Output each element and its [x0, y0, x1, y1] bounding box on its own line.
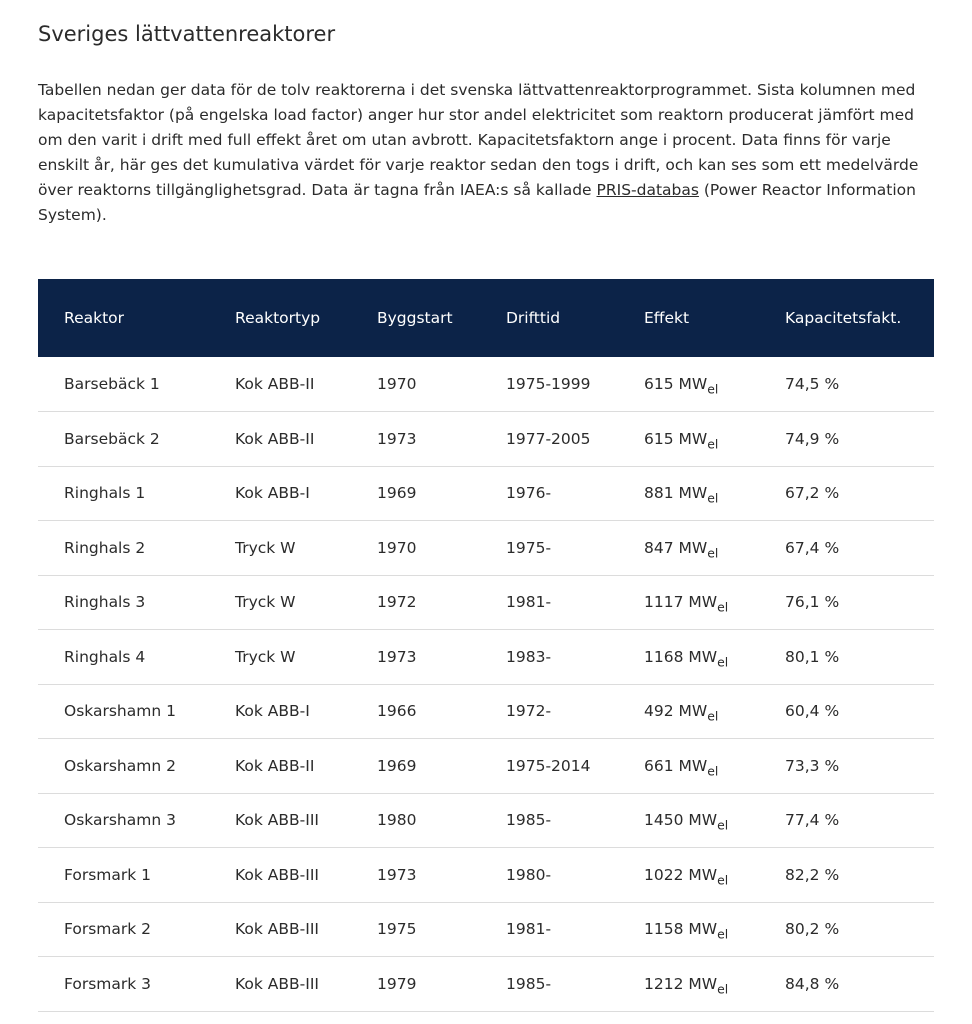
unit-subscript: el	[707, 545, 719, 561]
cell-reaktortyp	[235, 521, 377, 576]
cell-reaktor-value: Oskarshamn 1	[64, 702, 176, 721]
page-title: Sveriges lättvattenreaktorer	[38, 22, 336, 46]
cell-drifttid-value: 1981-	[506, 920, 552, 939]
cell-reaktortyp-value: Kok ABB-II	[235, 375, 315, 393]
cell-drifttid-value: 1972-	[506, 702, 552, 721]
intro-paragraph	[38, 78, 932, 228]
cell-byggstart	[377, 630, 506, 685]
cell-reaktor	[38, 684, 235, 739]
cell-drifttid-value: 1976-	[506, 484, 552, 503]
cell-reaktor-value: Forsmark 1	[64, 865, 152, 884]
cell-effekt-value: 1022 MW	[644, 865, 718, 884]
cell-drifttid-value: 1983-	[506, 647, 552, 666]
cell-drifttid-value: 1975-	[506, 538, 552, 557]
cell-byggstart-value: 1966	[377, 702, 417, 721]
cell-kapacitetsfaktor	[785, 793, 934, 848]
cell-reaktor	[38, 902, 235, 957]
cell-drifttid-value: 1975-2014	[506, 756, 591, 775]
cell-reaktortyp	[235, 848, 377, 903]
table-row	[38, 466, 934, 521]
cell-kapacitetsfaktor	[785, 466, 934, 521]
cell-effekt-value: 847 MW	[644, 538, 708, 557]
cell-byggstart-value: 1973	[377, 865, 417, 884]
cell-byggstart-value: 1980	[377, 811, 417, 830]
cell-reaktortyp	[235, 412, 377, 467]
cell-reaktor	[38, 357, 235, 412]
cell-byggstart	[377, 739, 506, 794]
cell-kapacitetsfaktor-value: 74,9 %	[785, 429, 840, 448]
cell-drifttid	[506, 902, 644, 957]
table-row	[38, 357, 934, 412]
table-header	[38, 279, 934, 357]
cell-drifttid	[506, 848, 644, 903]
cell-reaktortyp	[235, 957, 377, 1012]
cell-effekt-value: 1168 MW	[644, 647, 718, 666]
cell-byggstart	[377, 357, 506, 412]
cell-reaktor	[38, 412, 235, 467]
cell-reaktor	[38, 793, 235, 848]
cell-reaktor	[38, 521, 235, 576]
cell-byggstart	[377, 412, 506, 467]
cell-reaktor-value: Barsebäck 2	[64, 429, 160, 448]
cell-reaktortyp-value: Tryck W	[235, 593, 296, 612]
cell-byggstart-value: 1975	[377, 920, 417, 939]
cell-byggstart-value: 1970	[377, 538, 417, 557]
cell-effekt	[644, 412, 785, 467]
cell-effekt	[644, 793, 785, 848]
cell-byggstart-value: 1973	[377, 647, 417, 666]
cell-effekt	[644, 357, 785, 412]
cell-effekt-value: 615 MW	[644, 375, 708, 393]
cell-kapacitetsfaktor-value: 80,1 %	[785, 647, 840, 666]
column-header-kapacitetsfaktor: Kapacitetsfakt.	[785, 309, 902, 327]
table-row	[38, 684, 934, 739]
cell-reaktortyp-value: Tryck W	[235, 647, 296, 666]
cell-reaktor-value: Ringhals 2	[64, 538, 146, 557]
cell-reaktortyp-value: Kok ABB-III	[235, 811, 319, 830]
cell-drifttid	[506, 466, 644, 521]
column-header-effekt: Effekt	[644, 309, 690, 327]
cell-kapacitetsfaktor-value: 77,4 %	[785, 811, 840, 830]
cell-reaktor	[38, 957, 235, 1012]
unit-subscript: el	[707, 763, 719, 779]
cell-kapacitetsfaktor-value: 80,2 %	[785, 920, 840, 939]
cell-effekt-value: 1212 MW	[644, 974, 718, 993]
cell-reaktortyp	[235, 739, 377, 794]
unit-subscript: el	[717, 654, 729, 670]
cell-reaktortyp-value: Kok ABB-III	[235, 865, 319, 884]
cell-kapacitetsfaktor-value: 67,2 %	[785, 484, 840, 503]
cell-reaktortyp-value: Tryck W	[235, 538, 296, 557]
cell-kapacitetsfaktor-value: 82,2 %	[785, 865, 840, 884]
cell-reaktortyp-value: Kok ABB-III	[235, 974, 319, 993]
cell-drifttid	[506, 739, 644, 794]
cell-kapacitetsfaktor	[785, 684, 934, 739]
cell-byggstart	[377, 684, 506, 739]
cell-effekt-value: 1450 MW	[644, 811, 718, 830]
cell-effekt-value: 881 MW	[644, 484, 708, 503]
pris-database-link[interactable]: PRIS-databas	[596, 181, 699, 199]
cell-byggstart-value: 1969	[377, 484, 417, 503]
cell-kapacitetsfaktor	[785, 521, 934, 576]
cell-effekt	[644, 630, 785, 685]
cell-effekt	[644, 739, 785, 794]
cell-drifttid-value: 1975-1999	[506, 375, 591, 393]
cell-drifttid-value: 1981-	[506, 593, 552, 612]
cell-reaktortyp-value: Kok ABB-I	[235, 484, 310, 503]
cell-effekt	[644, 848, 785, 903]
cell-kapacitetsfaktor-value: 67,4 %	[785, 538, 840, 557]
unit-subscript: el	[707, 436, 719, 452]
unit-subscript: el	[717, 872, 729, 888]
column-header-reaktor: Reaktor	[64, 309, 125, 327]
cell-reaktortyp	[235, 793, 377, 848]
intro-text: Tabellen nedan ger data för de tolv reaktorerna i det svenska lättvattenreaktorprogrammet. Sista kolumnen med kapacitetsfaktor (på engelska load factor) anger hur stor andel elektricitet som reaktorn producerat jämfört med om den varit i drift med full effekt året om utan avbrott. Kapacitetsfaktorn ange i procent. Data finns för varje enskilt år, här ges det kumulativa värdet för varje reaktor sedan den togs i drift, och kan ses som ett medelvärde över reaktorns tillgänglighetsgrad. Data är tagna från IAEA:s så kallade	[38, 81, 919, 199]
cell-byggstart	[377, 848, 506, 903]
cell-drifttid-value: 1985-	[506, 811, 552, 830]
cell-byggstart	[377, 521, 506, 576]
cell-kapacitetsfaktor	[785, 630, 934, 685]
cell-drifttid	[506, 521, 644, 576]
cell-kapacitetsfaktor	[785, 575, 934, 630]
cell-effekt	[644, 684, 785, 739]
cell-effekt	[644, 466, 785, 521]
cell-effekt	[644, 575, 785, 630]
column-header-drifttid: Drifttid	[506, 309, 561, 327]
cell-drifttid	[506, 957, 644, 1012]
cell-byggstart-value: 1970	[377, 375, 417, 393]
cell-kapacitetsfaktor-value: 73,3 %	[785, 756, 840, 775]
cell-drifttid-value: 1985-	[506, 974, 552, 993]
cell-byggstart-value: 1973	[377, 429, 417, 448]
cell-drifttid	[506, 793, 644, 848]
column-header-byggstart: Byggstart	[377, 309, 453, 327]
table-row	[38, 793, 934, 848]
cell-reaktor-value: Forsmark 3	[64, 974, 152, 993]
cell-reaktor-value: Oskarshamn 2	[64, 756, 176, 775]
unit-subscript: el	[717, 817, 729, 833]
cell-effekt	[644, 902, 785, 957]
cell-drifttid	[506, 357, 644, 412]
intro-text-end: (Power Reactor Information System).	[38, 181, 916, 224]
cell-kapacitetsfaktor-value: 76,1 %	[785, 593, 840, 612]
cell-reaktor	[38, 575, 235, 630]
cell-drifttid	[506, 412, 644, 467]
cell-kapacitetsfaktor-value: 84,8 %	[785, 974, 840, 993]
table-header-row	[38, 279, 934, 357]
cell-byggstart	[377, 575, 506, 630]
cell-reaktor-value: Barsebäck 1	[64, 375, 160, 393]
cell-reaktortyp	[235, 466, 377, 521]
cell-effekt-value: 1117 MW	[644, 593, 718, 612]
cell-reaktortyp-value: Kok ABB-III	[235, 920, 319, 939]
cell-kapacitetsfaktor	[785, 902, 934, 957]
cell-reaktor	[38, 739, 235, 794]
unit-subscript: el	[707, 708, 719, 724]
cell-kapacitetsfaktor	[785, 848, 934, 903]
cell-effekt	[644, 521, 785, 576]
cell-reaktor-value: Forsmark 2	[64, 920, 152, 939]
cell-reaktortyp	[235, 630, 377, 685]
cell-reaktor	[38, 630, 235, 685]
cell-reaktortyp-value: Kok ABB-II	[235, 429, 315, 448]
cell-reaktor-value: Ringhals 1	[64, 484, 146, 503]
cell-byggstart-value: 1972	[377, 593, 417, 612]
cell-byggstart-value: 1969	[377, 756, 417, 775]
cell-effekt-value: 1158 MW	[644, 920, 718, 939]
cell-drifttid	[506, 630, 644, 685]
cell-effekt	[644, 957, 785, 1012]
table-body	[38, 357, 934, 1011]
unit-subscript: el	[717, 926, 729, 942]
column-header-reaktortyp: Reaktortyp	[235, 309, 321, 327]
cell-byggstart	[377, 902, 506, 957]
cell-reaktortyp	[235, 357, 377, 412]
table-row	[38, 848, 934, 903]
cell-drifttid	[506, 575, 644, 630]
unit-subscript: el	[707, 381, 719, 397]
cell-kapacitetsfaktor	[785, 739, 934, 794]
cell-drifttid-value: 1977-2005	[506, 429, 591, 448]
cell-kapacitetsfaktor	[785, 412, 934, 467]
unit-subscript: el	[717, 981, 729, 997]
cell-reaktor-value: Ringhals 3	[64, 593, 146, 612]
table-row	[38, 412, 934, 467]
cell-byggstart-value: 1979	[377, 974, 417, 993]
reactor-table	[38, 279, 934, 1012]
cell-drifttid	[506, 684, 644, 739]
table-row	[38, 521, 934, 576]
cell-reaktortyp-value: Kok ABB-I	[235, 702, 310, 721]
cell-reaktortyp-value: Kok ABB-II	[235, 756, 315, 775]
cell-byggstart	[377, 793, 506, 848]
cell-reaktortyp	[235, 575, 377, 630]
table-row	[38, 739, 934, 794]
cell-reaktor	[38, 848, 235, 903]
table-row	[38, 575, 934, 630]
table-row	[38, 630, 934, 685]
cell-reaktortyp	[235, 684, 377, 739]
unit-subscript: el	[707, 490, 719, 506]
page-content	[38, 0, 934, 997]
table-row	[38, 902, 934, 957]
cell-reaktor-value: Ringhals 4	[64, 647, 146, 666]
cell-effekt-value: 615 MW	[644, 429, 708, 448]
cell-kapacitetsfaktor	[785, 957, 934, 1012]
cell-byggstart	[377, 466, 506, 521]
cell-effekt-value: 492 MW	[644, 702, 708, 721]
cell-kapacitetsfaktor-value: 74,5 %	[785, 375, 840, 393]
cell-kapacitetsfaktor	[785, 357, 934, 412]
unit-subscript: el	[717, 599, 729, 615]
cell-drifttid-value: 1980-	[506, 865, 552, 884]
cell-kapacitetsfaktor-value: 60,4 %	[785, 702, 840, 721]
cell-byggstart	[377, 957, 506, 1012]
cell-reaktortyp	[235, 902, 377, 957]
cell-effekt-value: 661 MW	[644, 756, 708, 775]
table-row	[38, 957, 934, 1012]
cell-reaktor	[38, 466, 235, 521]
cell-reaktor-value: Oskarshamn 3	[64, 811, 176, 830]
